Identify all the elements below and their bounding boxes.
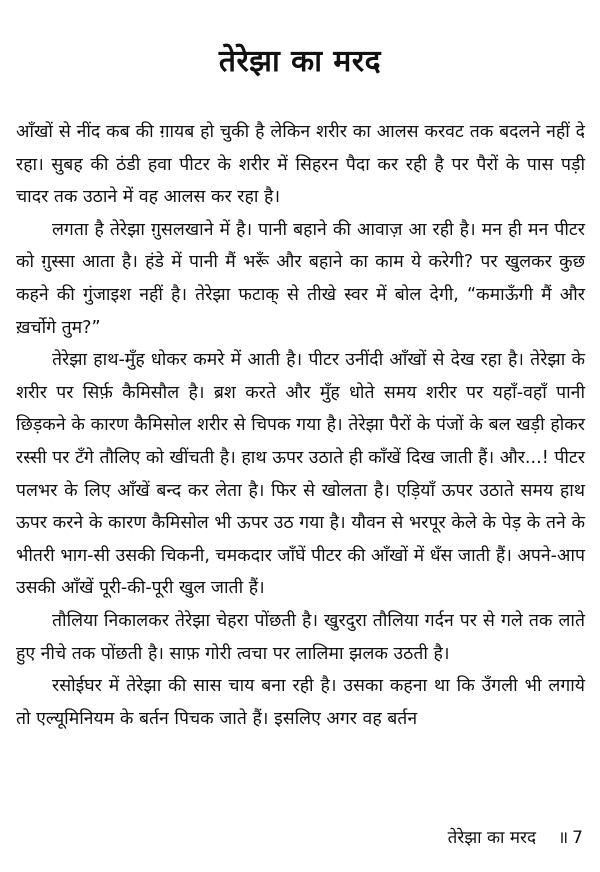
footer-running-title: तेरेझा का मरद: [447, 828, 536, 848]
running-footer: [448, 825, 583, 851]
chapter-body: [16, 116, 585, 735]
chapter-title: तेरेझा का मरद: [218, 44, 382, 80]
paragraph-2: लगता है तेरेझा ग़ुसलखाने में है। पानी बहाने की आवाज़ आ रही है। मन ही मन पीटर को ग़ुस्सा आता है। हंडे में पानी मैं भरूँ और बहाने का काम ये करेगी? पर खुलकर कुछ कहने की गुंजाइश नहीं है। तेरेझा फटाक् से तीखे स्वर में बोल देगी, “कमाऊँगी मैं और ख़र्चोगे तुम?”: [16, 219, 585, 338]
paragraph-3: तेरेझा हाथ-मुँह धोकर कमरे में आती है। पीटर उनींदी आँखों से देख रहा है। तेरेझा के शरीर पर सिर्फ़ कैमिसौल है। ब्रश करते और मुँह धोते समय शरीर पर यहाँ-वहाँ पानी छिड़कने के कारण कैमिसोल शरीर से चिपक गया है। तेरेझा पैरों के पंजों के बल खड़ी होकर रस्सी पर टँगे तौलिए को खींचती है। हाथ ऊपर उठाते ही काँखें दिख जाती हैं। और...! पीटर पलभर के लिए आँखें बन्द कर लेता है। फिर से खोलता है। एड़ियाँ ऊपर उठाते समय हाथ ऊपर करने के कारण कैमिसोल भी ऊपर उठ गया है। यौवन से भरपूर केले के पेड़ के तने के भीतरी भाग-सी उसकी चिकनी, चमकदार जाँघें पीटर की आँखों में धँस जाती हैं। अपने-आप उसकी आँखें पूरी-की-पूरी खुल जाती हैं।: [16, 350, 585, 599]
page-number: 7: [572, 828, 583, 848]
paragraph-5: रसोईघर में तेरेझा की सास चाय बना रही है। उसका कहना था कि उँगली भी लगाये तो एल्यूमिनियम के बर्तन पिचक जाते हैं। इसलिए अगर वह बर्तन: [16, 676, 585, 729]
paragraph-4: तौलिया निकालकर तेरेझा चेहरा पोंछती है। खुरदुरा तौलिया गर्दन पर से गले तक लाते हुए नीचे तक पोंछती है। साफ़ गोरी त्वचा पर लालिमा झलक उठती है।: [16, 610, 585, 664]
paragraph-1: आँखों से नींद कब की ग़ायब हो चुकी है लेकिन शरीर का आलस करवट तक बदलने नहीं दे रहा। सुबह की ठंडी हवा पीटर के शरीर में सिहरन पैदा कर रही है पर पैरों के पास पड़ी चादर तक उठाने में वह आलस कर रहा है।: [16, 122, 585, 208]
footer-separator: ॥: [557, 828, 569, 848]
